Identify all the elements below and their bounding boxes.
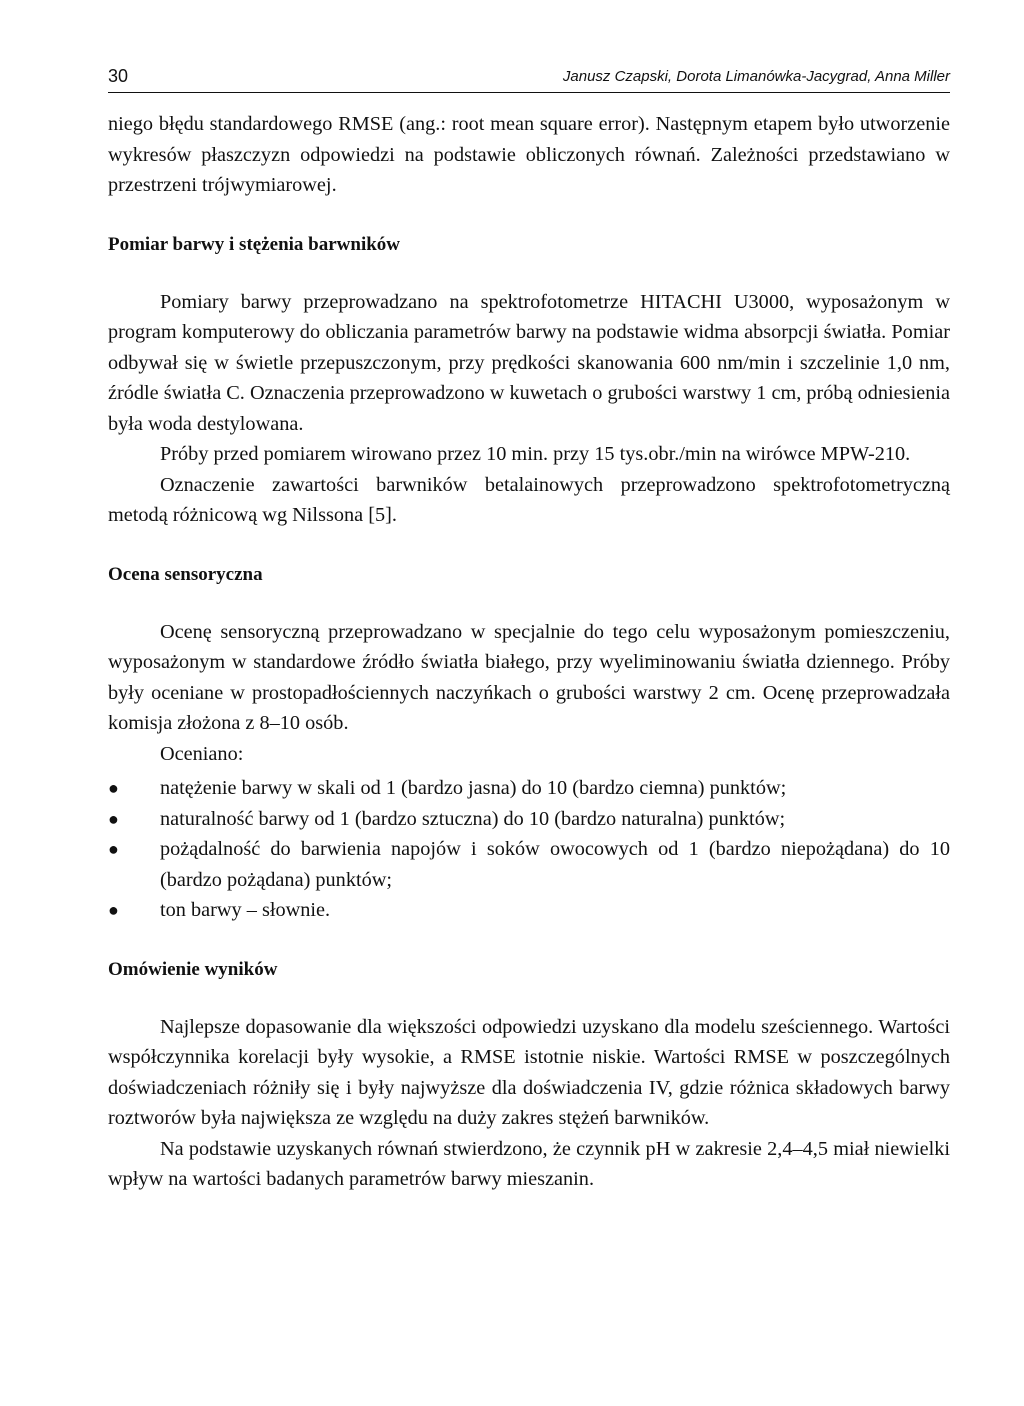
list-item-text: pożądalność do barwienia napojów i soków owocowych od 1 (bardzo niepożądana) do 10 (bardzo pożądana) punktów; [160,838,950,891]
paragraph-ph-conclusion: Na podstawie uzyskanych równań stwierdzono, że czynnik pH w zakresie 2,4–4,5 miał niewielki wpływ na wartości badanych parametrów barwy mieszanin. [108,1137,950,1190]
page [108,62,950,1195]
article-body [108,109,950,1195]
evaluation-criteria-list [108,773,950,926]
bullet-icon: ● [108,900,119,920]
list-item-text: naturalność barwy od 1 (bardzo sztuczna) do 10 (bardzo naturalna) punktów; [160,807,786,830]
list-item [108,895,950,926]
paragraph-betalain-content: Oznaczenie zawartości barwników betalainowych przeprowadzono spektrofotometryczną metodą różnicową wg Nilssona [5]. [108,473,950,526]
list-item-text: ton barwy – słownie. [160,899,331,921]
paragraph-sensory-room: Ocenę sensoryczną przeprowadzano w specjalnie do tego celu wyposażonym pomieszczeniu, wyposażonym w standardowe źródło światła białego, przy wyeliminowaniu światła dziennego. Próby były oceniane w prostopadłościennych naczyńkach o grubości warstwy 2 cm. Ocenę przeprowadzała komisja złożona z 8–10 osób. [108,620,950,734]
bullet-icon: ● [108,808,119,829]
list-item-text: natężenie barwy w skali od 1 (bardzo jasna) do 10 (bardzo ciemna) punktów; [160,777,787,799]
list-item [108,804,950,835]
paragraph-evaluated-intro: Oceniano: [160,742,244,765]
list-item [108,773,950,804]
page-number: 30 [108,66,129,86]
list-item [108,834,950,895]
paragraph-rmse-continuation: niego błędu standardowego RMSE (ang.: root mean square error). Następnym etapem było utworzenie wykresów płaszczyzn odpowiedzi na podstawie obliczonych równań. Zależności przedstawiano w przestrzeni trójwymiarowej. [108,113,950,196]
paragraph-best-fit-model: Najlepsze dopasowanie dla większości odpowiedzi uzyskano dla modelu sześciennego. Wartości współczynnika korelacji były wysokie, a RMSE istotnie niskie. Wartości RMSE w poszczególnych doświadczeniach różniły się i były najwyższe dla doświadczenia IV, gdzie różnica składowych barwy roztworów była największa ze względu na duży zakres stężeń barwników. [108,1015,950,1129]
paragraph-spectrophotometer: Pomiary barwy przeprowadzano na spektrofotometrze HITACHI U3000, wyposażonym w program komputerowy do obliczania parametrów barwy na podstawie widma absorpcji światła. Pomiar odbywał się w świetle przepuszczonym, przy prędkości skanowania 600 nm/min i szczelinie 1,0 nm, źródle światła C. Oznaczenia przeprowadzono w kuwetach o grubości warstwy 1 cm, próbą odniesienia była woda destylowana. [108,290,950,435]
page-header [108,62,950,93]
paragraph-centrifuge: Próby przed pomiarem wirowano przez 10 min. przy 15 tys.obr./min na wirówce MPW-210. [160,443,911,465]
section-heading-sensory-evaluation: Ocena sensoryczna [108,563,263,585]
section-heading-color-measurement: Pomiar barwy i stężenia barwników [108,233,401,255]
bullet-icon: ● [108,778,119,798]
bullet-icon: ● [108,839,119,859]
section-heading-results-discussion: Omówienie wyników [108,958,278,980]
running-head-authors: Janusz Czapski, Dorota Limanówka-Jacygrad, Anna Miller [562,68,950,85]
